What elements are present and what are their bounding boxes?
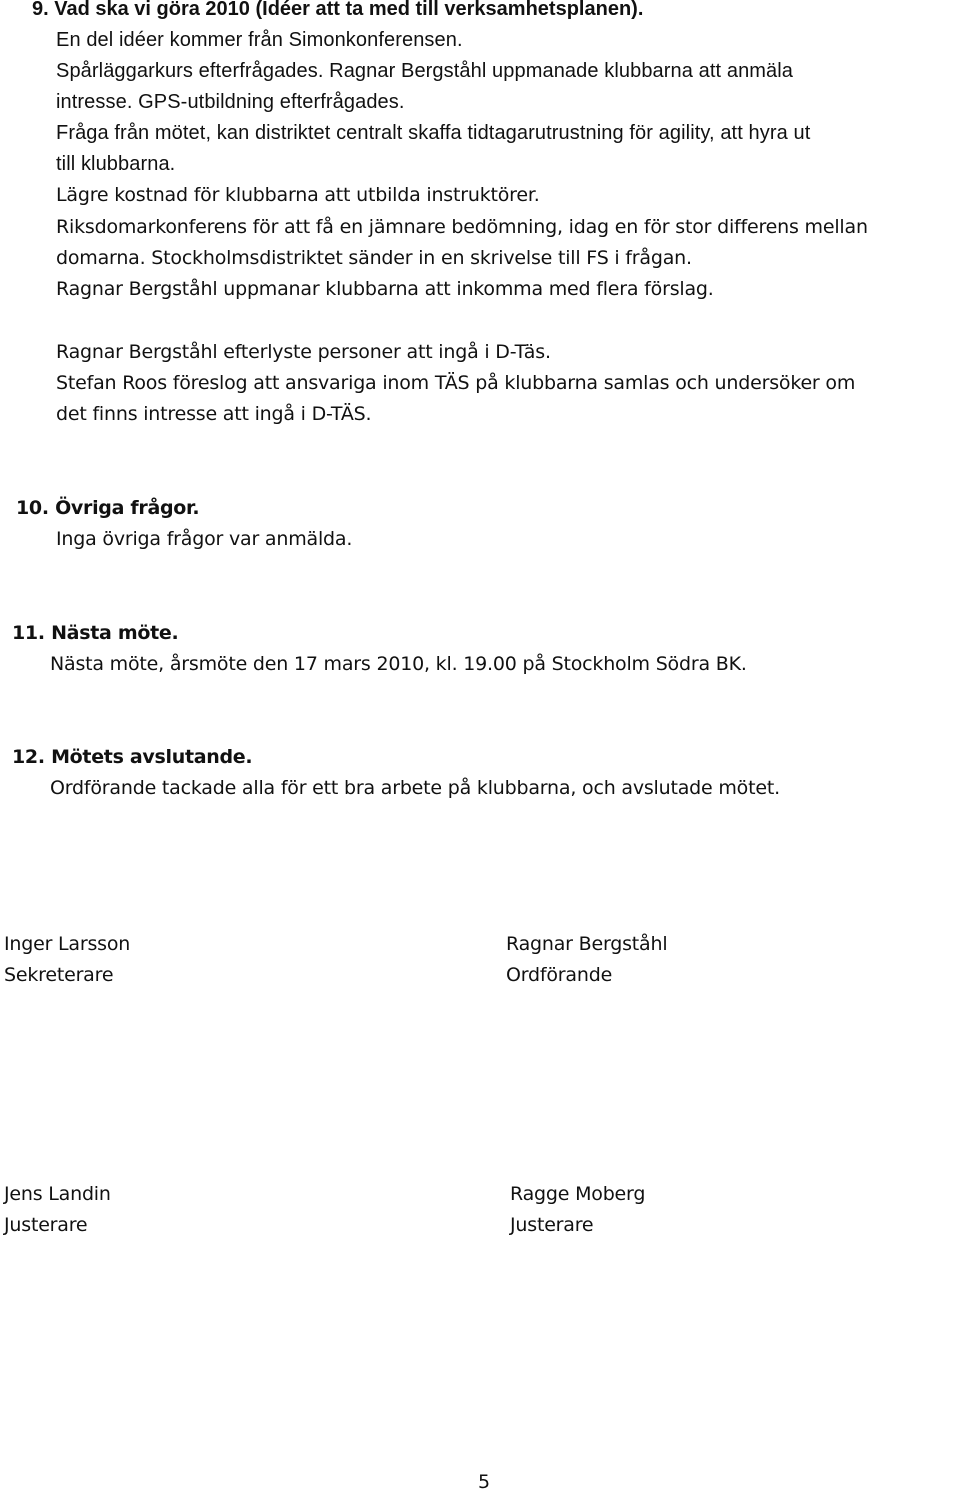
signature-name: Inger Larsson [4,933,131,955]
section-9-line: Spårläggarkurs efterfrågades. Ragnar Bergståhl uppmanade klubbarna att anmäla [56,60,794,82]
signature-name: Ragnar Bergståhl [506,933,668,955]
section-11-heading: 11. Nästa möte. [12,622,179,644]
section-9-line: till klubbarna. [56,153,176,175]
section-9-line: det finns intresse att ingå i D-TÄS. [56,403,372,425]
section-9-line: intresse. GPS-utbildning efterfrågades. [56,91,405,113]
section-9-line: Stefan Roos föreslog att ansvariga inom TÄS på klubbarna samlas och undersöker om [56,372,856,394]
signature-role: Justerare [4,1214,88,1236]
section-9-heading: 9. Vad ska vi göra 2010 (Idéer att ta med till verksamhetsplanen). [32,0,644,20]
signature-role: Justerare [510,1214,594,1236]
section-12-text: Ordförande tackade alla för ett bra arbete på klubbarna, och avslutade mötet. [50,777,780,799]
signature-name: Jens Landin [4,1183,111,1205]
signature-role: Ordförande [506,964,613,986]
section-9-line: Ragnar Bergståhl efterlyste personer att ingå i D-Täs. [56,341,551,363]
section-9-line: Riksdomarkonferens för att få en jämnare bedömning, idag en för stor differens mellan [56,216,868,238]
section-10-heading: 10. Övriga frågor. [16,497,200,519]
signature-name: Ragge Moberg [510,1183,646,1205]
section-9-line: Fråga från mötet, kan distriktet centralt skaffa tidtagarutrustning för agility, att hyra ut [56,122,811,144]
section-12-heading: 12. Mötets avslutande. [12,746,253,768]
section-9-line: Lägre kostnad för klubbarna att utbilda instruktörer. [56,184,540,206]
section-9-line: domarna. Stockholmsdistriktet sänder in en skrivelse till FS i frågan. [56,247,692,269]
section-10-text: Inga övriga frågor var anmälda. [56,528,353,550]
section-9-line: En del idéer kommer från Simonkonferensen. [56,29,463,51]
page-number: 5 [478,1471,491,1493]
section-11-text: Nästa möte, årsmöte den 17 mars 2010, kl. 19.00 på Stockholm Södra BK. [50,653,747,675]
signature-role: Sekreterare [4,964,114,986]
section-9-line: Ragnar Bergståhl uppmanar klubbarna att inkomma med flera förslag. [56,278,714,300]
